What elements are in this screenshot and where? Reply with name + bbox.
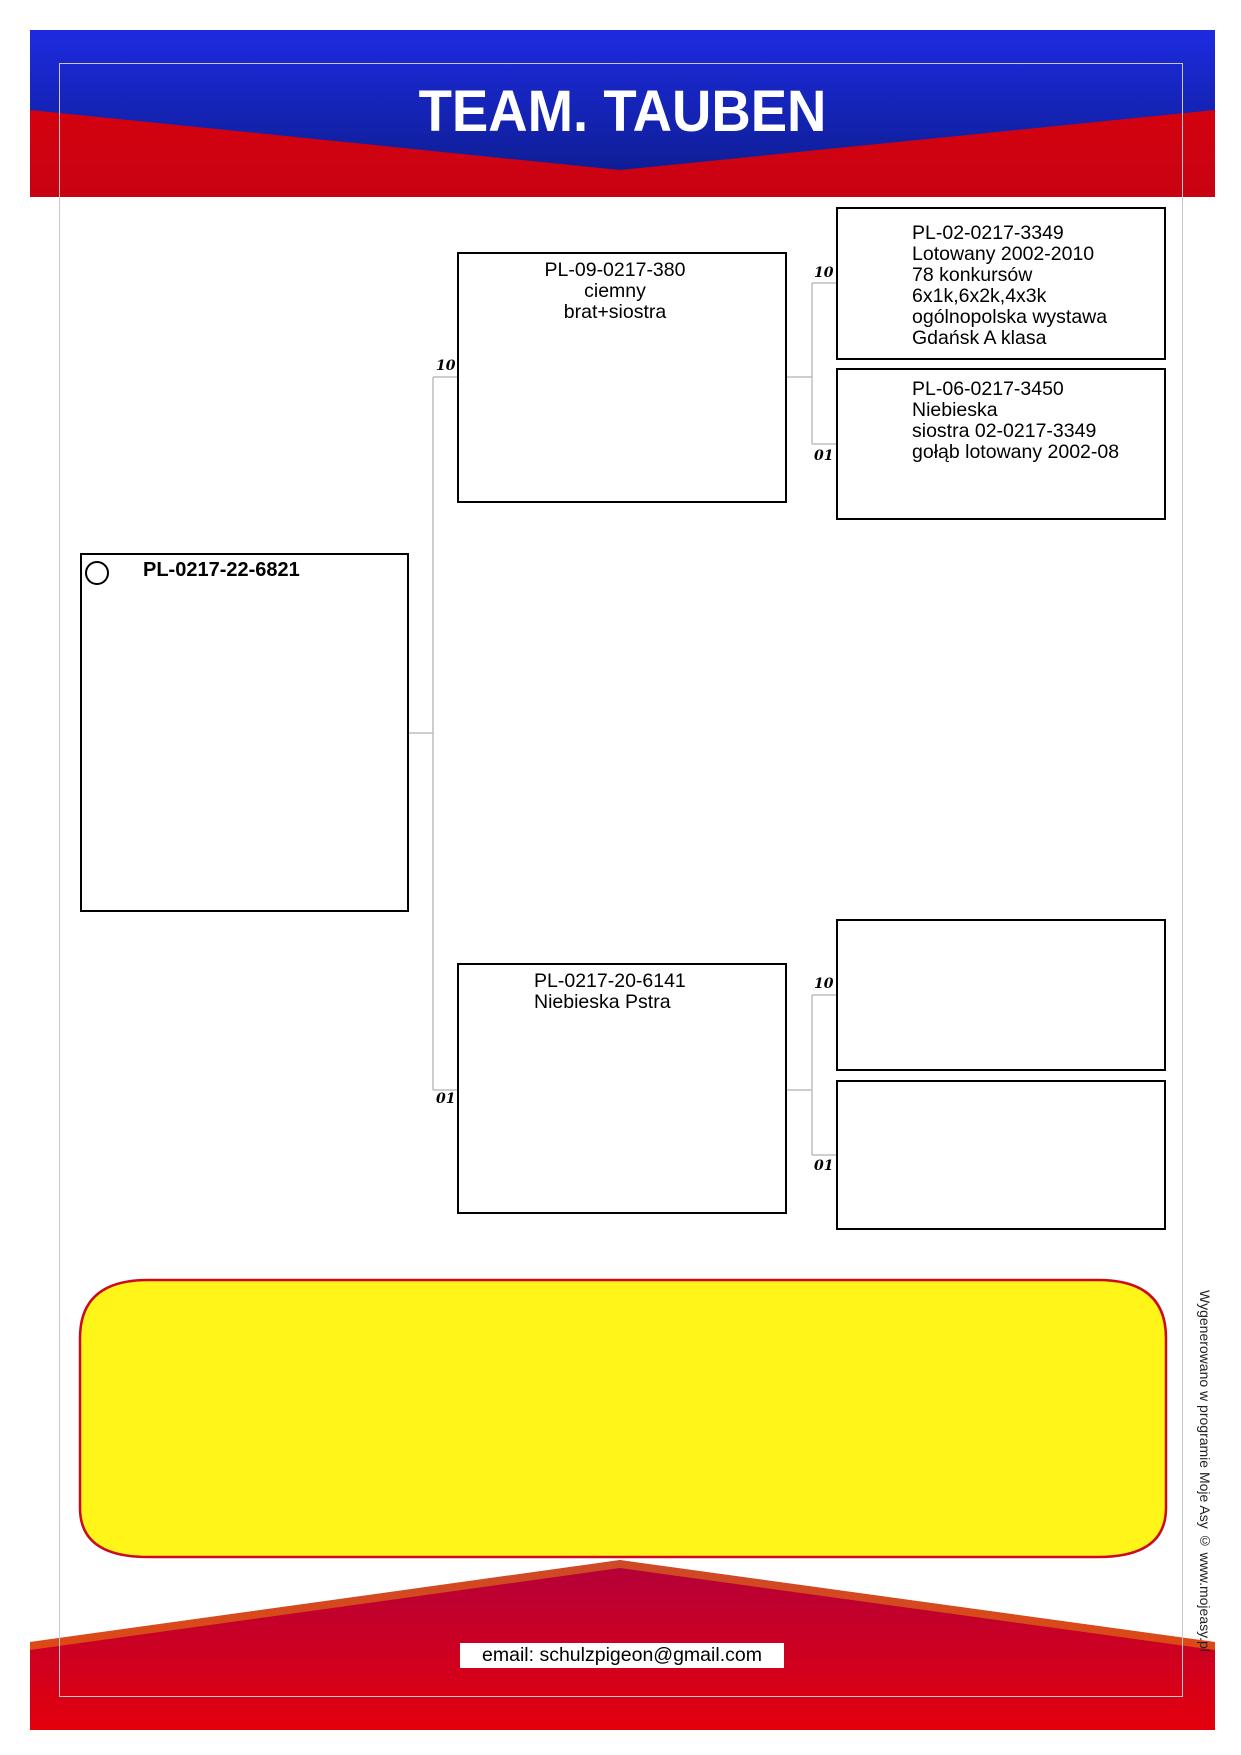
dam-box xyxy=(457,963,787,1214)
dam-line: Niebieska Pstra xyxy=(534,991,671,1013)
sire-sire-line: PL-02-0217-3349 xyxy=(912,222,1064,244)
male-mark: 10 xyxy=(814,976,834,992)
generator-note xyxy=(1197,1290,1221,1700)
sire-sire-line: 78 konkursów xyxy=(912,264,1033,286)
generator-text: Wygenerowano w programie Moje Asy © www.mojeasy.pl xyxy=(1197,1290,1213,1652)
sire-dam-line: gołąb lotowany 2002-08 xyxy=(912,441,1120,463)
sire-sire-line: 6x1k,6x2k,4x3k xyxy=(912,285,1047,307)
main-bird-ring: PL-0217-22-6821 xyxy=(143,559,300,581)
sire-line: brat+siostra xyxy=(563,301,667,323)
sire-box xyxy=(457,252,787,503)
dam-dam-box xyxy=(836,1080,1166,1230)
female-mark: 01 xyxy=(814,1158,834,1174)
sire-sire-box xyxy=(836,207,1166,360)
sire-line: ciemny xyxy=(584,280,646,302)
dam-sire-box xyxy=(836,919,1166,1071)
female-mark: 01 xyxy=(814,448,834,464)
notes-panel xyxy=(78,1278,1168,1559)
sire-sire-line: Gdańsk A klasa xyxy=(912,327,1047,349)
circle-icon xyxy=(85,561,109,585)
female-mark: 01 xyxy=(436,1091,456,1107)
dam-line: PL-0217-20-6141 xyxy=(534,970,686,992)
sire-sire-line: Lotowany 2002-2010 xyxy=(912,243,1095,265)
page-title: TEAM. TAUBEN xyxy=(418,79,827,144)
sire-sire-line: ogólnopolska wystawa xyxy=(912,306,1108,328)
main-bird-box xyxy=(80,553,409,912)
sire-line: PL-09-0217-380 xyxy=(544,259,686,281)
sire-dam-line: siostra 02-0217-3349 xyxy=(912,420,1097,442)
sire-dam-line: PL-06-0217-3450 xyxy=(912,378,1064,400)
sire-dam-line: Niebieska xyxy=(912,399,998,421)
male-mark: 10 xyxy=(814,265,834,281)
male-mark: 10 xyxy=(436,358,456,374)
sire-dam-box xyxy=(836,368,1166,520)
contact-email: email: schulzpigeon@gmail.com xyxy=(460,1643,784,1668)
